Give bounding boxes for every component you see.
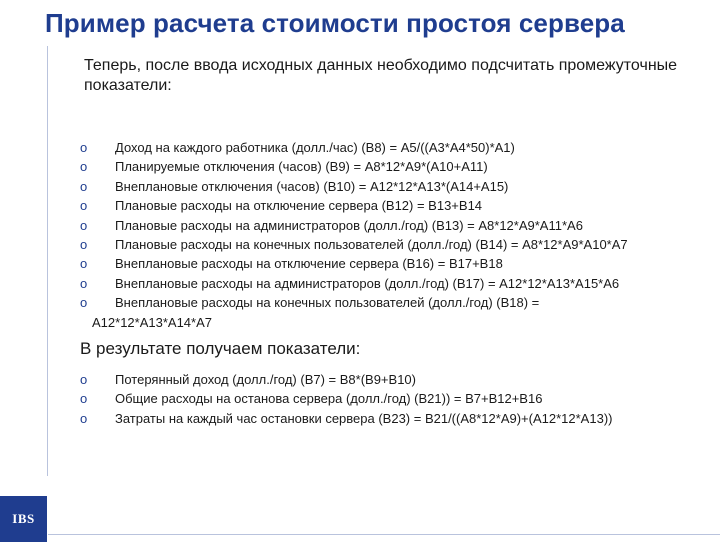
list-item: o Потерянный доход (долл./год) (B7) = B8*(B9+B10) <box>80 370 612 389</box>
bullet-icon: o <box>80 217 88 233</box>
vertical-divider <box>47 46 48 476</box>
list-item: o Плановые расходы на отключение сервера (B12) = B13+B14 <box>80 196 628 215</box>
result-heading: В результате получаем показатели: <box>80 339 361 358</box>
bullet-icon: o <box>80 295 88 311</box>
list-item: o Планируемые отключения (часов) (B9) = A8*12*A9*(A10+A11) <box>80 157 628 176</box>
bullet-icon: o <box>80 159 88 175</box>
bullet-icon: o <box>80 178 88 194</box>
bullet-icon: o <box>80 391 88 407</box>
list-item: o Плановые расходы на конечных пользователей (долл./год) (B14) = A8*12*A9*A10*A7 <box>80 235 628 254</box>
bullet-icon: o <box>80 372 88 387</box>
list-item-continuation: A12*12*A13*A14*A7 <box>92 314 212 330</box>
list-item: o Внеплановые расходы на отключение сервера (B16) = B17+B18 <box>80 254 628 273</box>
slide-title: Пример расчета стоимости простоя сервера <box>45 8 625 38</box>
list-item: o Доход на каждого работника (долл./час) (B8) = A5/((A3*A4*50)*A1) <box>80 138 628 157</box>
intro-text: Теперь, после ввода исходных данных необходимо подсчитать промежуточные показатели: <box>84 57 678 94</box>
ibs-logo: IBS <box>0 496 47 542</box>
bullet-icon: o <box>80 275 88 291</box>
list-item: o Плановые расходы на администраторов (долл./год) (B13) = A8*12*A9*A11*A6 <box>80 216 628 235</box>
intermediate-indicators-list <box>80 138 628 332</box>
list-item: o Общие расходы на останова сервера (долл./год) (B21)) = B7+B12+B16 <box>80 389 612 408</box>
bullet-icon: o <box>80 198 88 214</box>
bullet-icon: o <box>80 237 88 253</box>
bottom-divider <box>48 534 720 535</box>
list-item: o Внеплановые отключения (часов) (B10) = A12*12*A13*(A14+A15) <box>80 177 628 196</box>
bullet-icon: o <box>80 256 88 272</box>
bullet-icon: o <box>80 140 88 155</box>
list-item: o Затраты на каждый час остановки сервера (B23) = B21/((A8*12*A9)+(A12*12*A13)) <box>80 409 612 428</box>
bullet-icon: o <box>80 410 88 426</box>
list-item: o Внеплановые расходы на конечных пользователей (долл./год) (B18) = A12*12*A13*A14*A7 <box>80 293 628 332</box>
list-item: o Внеплановые расходы на администраторов (долл./год) (B17) = A12*12*A13*A15*A6 <box>80 274 628 293</box>
result-indicators-list <box>80 370 612 428</box>
